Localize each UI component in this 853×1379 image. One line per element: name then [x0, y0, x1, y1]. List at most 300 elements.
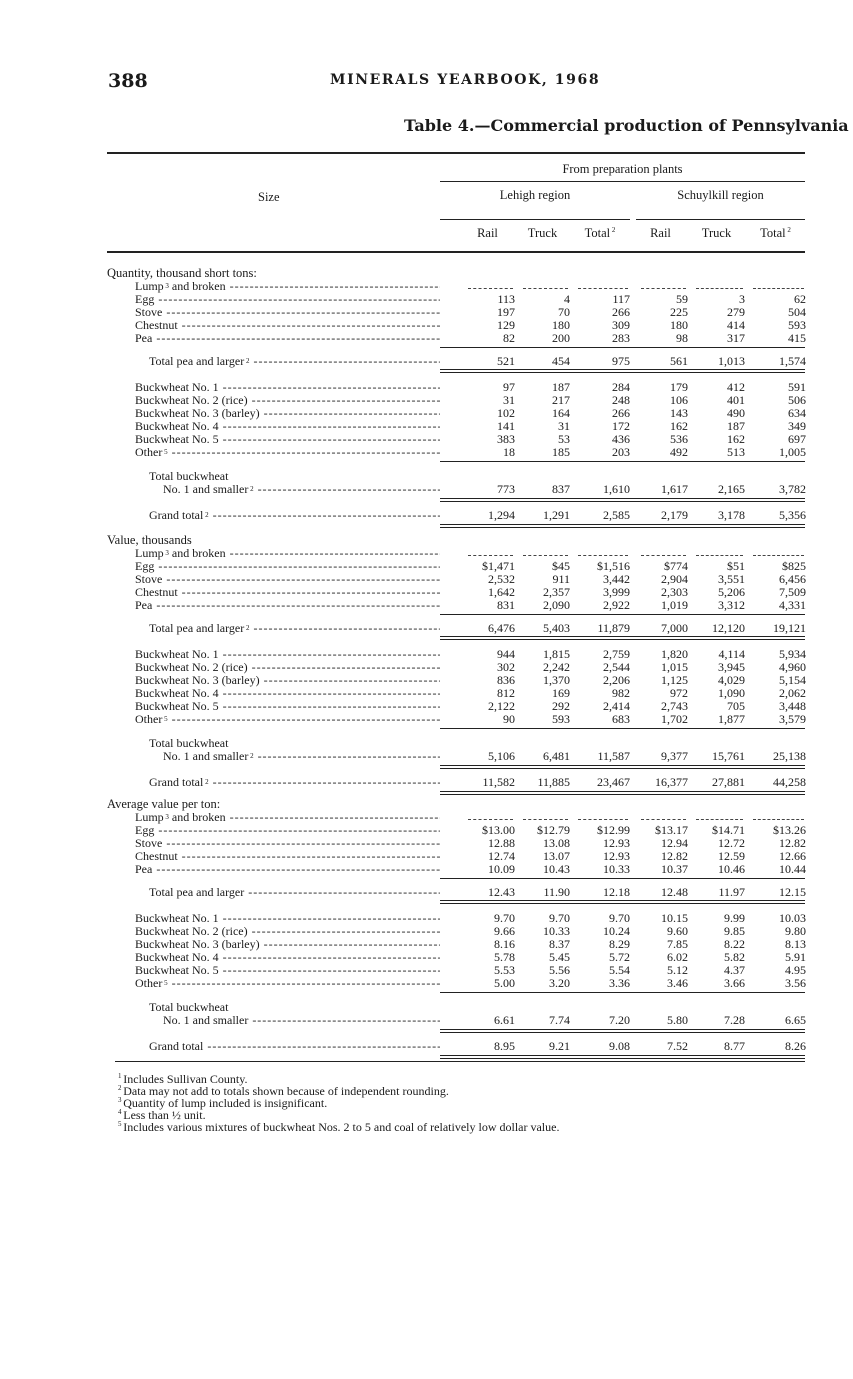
table-cell: 4,114 — [718, 647, 745, 661]
table-row — [0, 483, 853, 496]
table-row — [0, 1040, 853, 1053]
total-rule — [440, 1055, 805, 1056]
table-cell: 13.07 — [543, 849, 570, 863]
row-label: Stove ----- — [135, 306, 440, 319]
table-cell: 180 — [552, 318, 570, 332]
table-row — [0, 381, 853, 394]
total-rule — [440, 878, 805, 879]
table-cell: 12.43 — [488, 885, 515, 899]
row-label: Buckwheat No. 5 ----- — [135, 964, 440, 977]
table-cell: 6,456 — [779, 572, 806, 586]
table-row — [0, 776, 853, 789]
table-cell: 90 — [503, 712, 515, 726]
table-cell: 972 — [670, 686, 688, 700]
table-cell: 591 — [788, 380, 806, 394]
row-label: No. 1 and smaller ----- — [163, 1014, 440, 1027]
table-cell: 415 — [788, 331, 806, 345]
table-cell: 5,154 — [779, 673, 806, 687]
table-cell: 2,759 — [603, 647, 630, 661]
table-cell: $51 — [727, 559, 745, 573]
dash-leader — [523, 555, 568, 556]
table-cell: $13.26 — [773, 823, 806, 837]
table-cell: 697 — [788, 432, 806, 446]
dash-leader — [696, 555, 743, 556]
table-cell: 31 — [558, 419, 570, 433]
table-cell: 3.56 — [785, 976, 806, 990]
table-cell: 164 — [552, 406, 570, 420]
table-cell: 180 — [670, 318, 688, 332]
table-row — [0, 355, 853, 368]
table-cell: 9.70 — [609, 911, 630, 925]
table-cell: 1,642 — [488, 585, 515, 599]
dash-leader — [696, 819, 743, 820]
table-cell: 2,922 — [603, 598, 630, 612]
table-cell: 5.53 — [494, 963, 515, 977]
table-cell: 10.03 — [779, 911, 806, 925]
table-row — [0, 622, 853, 635]
table-cell: 944 — [497, 647, 515, 661]
table-cell: 9.66 — [494, 924, 515, 938]
table-cell: 2,179 — [661, 508, 688, 522]
table-cell: 200 — [552, 331, 570, 345]
table-cell: 317 — [727, 331, 745, 345]
table-cell: 2,090 — [543, 598, 570, 612]
table-cell: $45 — [552, 559, 570, 573]
table-cell: 10.33 — [603, 862, 630, 876]
row-label: No. 1 and smaller $^2$ ----- — [163, 750, 440, 763]
table-cell: 3,782 — [779, 482, 806, 496]
table-cell: 217 — [552, 393, 570, 407]
table-title: Table 4.—Commercial production of Pennsylvania — [404, 116, 849, 135]
table-cell: 1,820 — [661, 647, 688, 661]
table-cell: 2,165 — [718, 482, 745, 496]
row-label: Egg ----- — [135, 824, 440, 837]
table-cell: 10.43 — [543, 862, 570, 876]
table-row — [0, 420, 853, 433]
table-cell: 9.80 — [785, 924, 806, 938]
table-cell: 1,090 — [718, 686, 745, 700]
table-cell: 13.08 — [543, 836, 570, 850]
table-cell: 12.66 — [779, 849, 806, 863]
table-cell: 1,291 — [543, 508, 570, 522]
table-cell: 8.22 — [724, 937, 745, 951]
total-rule — [440, 903, 805, 904]
table-cell: 5.00 — [494, 976, 515, 990]
row-label: Total pea and larger $^2$ ----- — [149, 355, 440, 368]
table-cell: 12.15 — [779, 885, 806, 899]
row-label: Total pea and larger $^2$ ----- — [149, 622, 440, 635]
table-cell: 2,062 — [779, 686, 806, 700]
table-cell: 8.26 — [785, 1039, 806, 1053]
table-cell: 3.20 — [549, 976, 570, 990]
row-label: Buckwheat No. 1 ----- — [135, 648, 440, 661]
row-label: Grand total $^2$ ----- — [149, 509, 440, 522]
total-rule — [440, 347, 805, 348]
table-cell: 506 — [788, 393, 806, 407]
table-row — [0, 306, 853, 319]
bottom-rule — [115, 1061, 805, 1062]
table-cell: 2,904 — [661, 572, 688, 586]
table-cell: 2,242 — [543, 660, 570, 674]
group-header: From preparation plants — [562, 162, 683, 176]
table-row — [0, 509, 853, 522]
table-cell: 982 — [612, 686, 630, 700]
total-rule — [440, 768, 805, 769]
table-cell: 7,000 — [661, 621, 688, 635]
total-rule — [440, 636, 805, 637]
table-cell: $13.00 — [482, 823, 515, 837]
dash-leader — [578, 819, 628, 820]
table-cell: 27,881 — [712, 775, 745, 789]
table-cell: 1,015 — [661, 660, 688, 674]
total-rule — [440, 1058, 805, 1059]
table-cell: 225 — [670, 305, 688, 319]
table-cell: 10.33 — [543, 924, 570, 938]
table-cell: 113 — [497, 292, 515, 306]
table-cell: 197 — [497, 305, 515, 319]
page-number: 388 — [108, 70, 148, 92]
table-cell: 3,442 — [603, 572, 630, 586]
total-rule — [440, 372, 805, 373]
table-cell: 53 — [558, 432, 570, 446]
dash-leader — [753, 288, 804, 289]
table-row — [0, 1014, 853, 1027]
table-cell: 11,582 — [482, 775, 515, 789]
table-cell: 284 — [612, 380, 630, 394]
table-cell: 12.72 — [718, 836, 745, 850]
row-label: Buckwheat No. 3 (barley) ----- — [135, 674, 440, 687]
column-header: Rail — [477, 226, 498, 240]
total-rule — [440, 728, 805, 729]
table-cell: 836 — [497, 673, 515, 687]
table-cell: 44,258 — [773, 775, 806, 789]
table-cell: 5.91 — [785, 950, 806, 964]
row-label: Buckwheat No. 4 ----- — [135, 687, 440, 700]
row-label: Buckwheat No. 4 ----- — [135, 420, 440, 433]
row-label: Total pea and larger ----- — [149, 886, 440, 899]
table-cell: 3.36 — [609, 976, 630, 990]
table-cell: 2,206 — [603, 673, 630, 687]
row-label: Other $^5$ ----- — [135, 713, 440, 726]
footnote: $^2$ Data may not add to totals shown because of independent rounding. — [118, 1084, 449, 1098]
table-cell: 162 — [727, 432, 745, 446]
section-heading: Quantity, thousand short tons: — [107, 266, 257, 280]
table-cell: 10.15 — [661, 911, 688, 925]
table-cell: 5.56 — [549, 963, 570, 977]
table-row — [0, 863, 853, 876]
table-cell: 12.93 — [603, 849, 630, 863]
table-cell: 187 — [727, 419, 745, 433]
column-header: Total $^2$ — [760, 226, 791, 240]
table-cell: 454 — [552, 354, 570, 368]
table-cell: 97 — [503, 380, 515, 394]
table-cell: 2,532 — [488, 572, 515, 586]
table-cell: 6,476 — [488, 621, 515, 635]
total-rule — [440, 501, 805, 502]
table-cell: 414 — [727, 318, 745, 332]
table-cell: 490 — [727, 406, 745, 420]
stub-header: Size — [258, 190, 280, 204]
table-cell: 12.82 — [661, 849, 688, 863]
table-cell: 11.90 — [543, 885, 570, 899]
row-label: Pea ----- — [135, 332, 440, 345]
table-cell: 59 — [676, 292, 688, 306]
row-label: Chestnut ----- — [135, 586, 440, 599]
table-cell: 492 — [670, 445, 688, 459]
table-cell: 309 — [612, 318, 630, 332]
table-row — [0, 547, 853, 560]
table-cell: 70 — [558, 305, 570, 319]
table-cell: 4,960 — [779, 660, 806, 674]
table-cell: 2,743 — [661, 699, 688, 713]
table-cell: 19,121 — [773, 621, 806, 635]
table-cell: 12.88 — [488, 836, 515, 850]
row-label: Egg ----- — [135, 293, 440, 306]
table-cell: 5.45 — [549, 950, 570, 964]
table-cell: 5.54 — [609, 963, 630, 977]
table-cell: 3,448 — [779, 699, 806, 713]
table-cell: 2,585 — [603, 508, 630, 522]
table-cell: 634 — [788, 406, 806, 420]
table-cell: 5.78 — [494, 950, 515, 964]
table-cell: 5,403 — [543, 621, 570, 635]
table-cell: 279 — [727, 305, 745, 319]
row-label: Stove ----- — [135, 573, 440, 586]
column-header: Rail — [650, 226, 671, 240]
table-cell: 25,138 — [773, 749, 806, 763]
running-head: MINERALS YEARBOOK, 1968 — [330, 72, 601, 88]
table-cell: 3,312 — [718, 598, 745, 612]
table-cell: 593 — [552, 712, 570, 726]
table-cell: 7.20 — [609, 1013, 630, 1027]
table-cell: 12.94 — [661, 836, 688, 850]
row-label: Lump $^3$ and broken ----- — [135, 811, 440, 824]
total-rule — [440, 900, 805, 901]
table-cell: 9.60 — [667, 924, 688, 938]
table-cell: 5.82 — [724, 950, 745, 964]
table-cell: 3,178 — [718, 508, 745, 522]
row-label: Chestnut ----- — [135, 319, 440, 332]
region-rule-schuylkill — [636, 219, 805, 220]
table-row — [0, 280, 853, 293]
table-cell: 11,879 — [597, 621, 630, 635]
dash-leader — [523, 288, 568, 289]
table-cell: 5.72 — [609, 950, 630, 964]
table-cell: 185 — [552, 445, 570, 459]
table-cell: $14.71 — [712, 823, 745, 837]
table-cell: 401 — [727, 393, 745, 407]
table-cell: 4,331 — [779, 598, 806, 612]
table-cell: 117 — [612, 292, 630, 306]
table-cell: 1,815 — [543, 647, 570, 661]
row-label: Total buckwheat — [149, 470, 229, 483]
dash-leader — [641, 819, 686, 820]
table-cell: 705 — [727, 699, 745, 713]
row-label: Lump $^3$ and broken ----- — [135, 280, 440, 293]
row-label: Buckwheat No. 2 (rice) ----- — [135, 394, 440, 407]
table-cell: 11,885 — [537, 775, 570, 789]
table-row — [0, 446, 853, 459]
dash-leader — [641, 555, 686, 556]
dash-leader — [523, 819, 568, 820]
table-cell: 179 — [670, 380, 688, 394]
table-cell: 1,005 — [779, 445, 806, 459]
table-cell: 536 — [670, 432, 688, 446]
table-row — [0, 407, 853, 420]
dash-leader — [468, 555, 513, 556]
table-cell: 98 — [676, 331, 688, 345]
table-cell: 10.09 — [488, 862, 515, 876]
table-row — [0, 293, 853, 306]
table-cell: $1,516 — [597, 559, 630, 573]
table-cell: 18 — [503, 445, 515, 459]
table-cell: 911 — [552, 572, 570, 586]
table-cell: 12.93 — [603, 836, 630, 850]
dash-leader — [753, 555, 804, 556]
table-cell: 521 — [497, 354, 515, 368]
row-label: Buckwheat No. 3 (barley) ----- — [135, 938, 440, 951]
row-label: Buckwheat No. 5 ----- — [135, 700, 440, 713]
table-cell: 6.65 — [785, 1013, 806, 1027]
table-cell: 812 — [497, 686, 515, 700]
table-cell: 1,617 — [661, 482, 688, 496]
row-label: Other $^5$ ----- — [135, 446, 440, 459]
table-cell: 9.21 — [549, 1039, 570, 1053]
table-cell: 4,029 — [718, 673, 745, 687]
table-cell: 2,544 — [603, 660, 630, 674]
table-cell: 8.13 — [785, 937, 806, 951]
table-cell: 5,356 — [779, 508, 806, 522]
table-cell: 102 — [497, 406, 515, 420]
table-cell: 11.97 — [718, 885, 745, 899]
total-rule — [440, 614, 805, 615]
table-cell: 837 — [552, 482, 570, 496]
group-rule — [440, 181, 805, 182]
dash-leader — [578, 555, 628, 556]
table-cell: 3,999 — [603, 585, 630, 599]
table-cell: 169 — [552, 686, 570, 700]
row-label: Buckwheat No. 3 (barley) ----- — [135, 407, 440, 420]
dash-leader — [641, 288, 686, 289]
header-bottom-rule — [107, 251, 805, 253]
table-cell: 266 — [612, 406, 630, 420]
total-rule — [440, 765, 805, 766]
row-label: Chestnut ----- — [135, 850, 440, 863]
table-cell: 106 — [670, 393, 688, 407]
table-cell: 561 — [670, 354, 688, 368]
table-cell: 5,206 — [718, 585, 745, 599]
table-cell: 10.24 — [603, 924, 630, 938]
table-cell: 12.74 — [488, 849, 515, 863]
row-label: Lump $^3$ and broken ----- — [135, 547, 440, 560]
table-cell: $774 — [664, 559, 688, 573]
row-label: Grand total $^2$ ----- — [149, 776, 440, 789]
table-cell: 3.46 — [667, 976, 688, 990]
region-header-lehigh: Lehigh region — [499, 188, 571, 202]
table-cell: 187 — [552, 380, 570, 394]
total-rule — [440, 1032, 805, 1033]
footnote: $^1$ Includes Sullivan County. — [118, 1072, 248, 1086]
table-cell: 7,509 — [779, 585, 806, 599]
table-row — [0, 433, 853, 446]
table-row — [0, 599, 853, 612]
total-rule — [440, 639, 805, 640]
table-cell: 4.95 — [785, 963, 806, 977]
total-rule — [440, 1029, 805, 1030]
table-cell: 6.61 — [494, 1013, 515, 1027]
table-cell: 302 — [497, 660, 515, 674]
table-cell: 831 — [497, 598, 515, 612]
row-label: Pea ----- — [135, 863, 440, 876]
table-cell: 10.44 — [779, 862, 806, 876]
table-row — [0, 977, 853, 990]
table-cell: 11,587 — [597, 749, 630, 763]
row-label: Buckwheat No. 1 ----- — [135, 912, 440, 925]
table-cell: 16,377 — [655, 775, 688, 789]
table-cell: 3 — [739, 292, 745, 306]
table-cell: 1,610 — [603, 482, 630, 496]
table-cell: 7.74 — [549, 1013, 570, 1027]
table-cell: 1,370 — [543, 673, 570, 687]
row-label: No. 1 and smaller $^2$ ----- — [163, 483, 440, 496]
column-header: Total $^2$ — [584, 226, 616, 240]
table-row — [0, 319, 853, 332]
table-cell: 513 — [727, 445, 745, 459]
table-cell: 9.70 — [494, 911, 515, 925]
table-cell: 9.70 — [549, 911, 570, 925]
table-cell: 2,122 — [488, 699, 515, 713]
table-cell: 4.37 — [724, 963, 745, 977]
table-cell: 683 — [612, 712, 630, 726]
row-label: Total buckwheat — [149, 1001, 229, 1014]
section-heading: Average value per ton: — [107, 797, 221, 811]
row-label: Other $^5$ ----- — [135, 977, 440, 990]
total-rule — [440, 992, 805, 993]
table-cell: 7.28 — [724, 1013, 745, 1027]
table-cell: 1,294 — [488, 508, 515, 522]
dash-leader — [696, 288, 743, 289]
table-cell: 82 — [503, 331, 515, 345]
total-rule — [440, 527, 805, 528]
row-label: Grand total ----- — [149, 1040, 440, 1053]
row-label: Pea ----- — [135, 599, 440, 612]
total-rule — [440, 369, 805, 370]
region-rule-lehigh — [440, 219, 630, 220]
table-cell: 12.82 — [779, 836, 806, 850]
table-cell: 975 — [612, 354, 630, 368]
row-label: Buckwheat No. 5 ----- — [135, 433, 440, 446]
table-cell: 10.37 — [661, 862, 688, 876]
row-label: Buckwheat No. 2 (rice) ----- — [135, 925, 440, 938]
table-row — [0, 332, 853, 345]
table-cell: 23,467 — [597, 775, 630, 789]
total-rule — [440, 498, 805, 499]
table-cell: $1,471 — [482, 559, 515, 573]
table-cell: 4 — [564, 292, 570, 306]
table-cell: 1,574 — [779, 354, 806, 368]
table-cell: 436 — [612, 432, 630, 446]
dash-leader — [753, 819, 804, 820]
table-cell: 248 — [612, 393, 630, 407]
row-label: Buckwheat No. 4 ----- — [135, 951, 440, 964]
table-row — [0, 713, 853, 726]
top-rule — [107, 152, 805, 154]
table-cell: 593 — [788, 318, 806, 332]
table-cell: 3,551 — [718, 572, 745, 586]
table-row — [0, 394, 853, 407]
table-cell: $825 — [782, 559, 806, 573]
table-cell: 9.99 — [724, 911, 745, 925]
